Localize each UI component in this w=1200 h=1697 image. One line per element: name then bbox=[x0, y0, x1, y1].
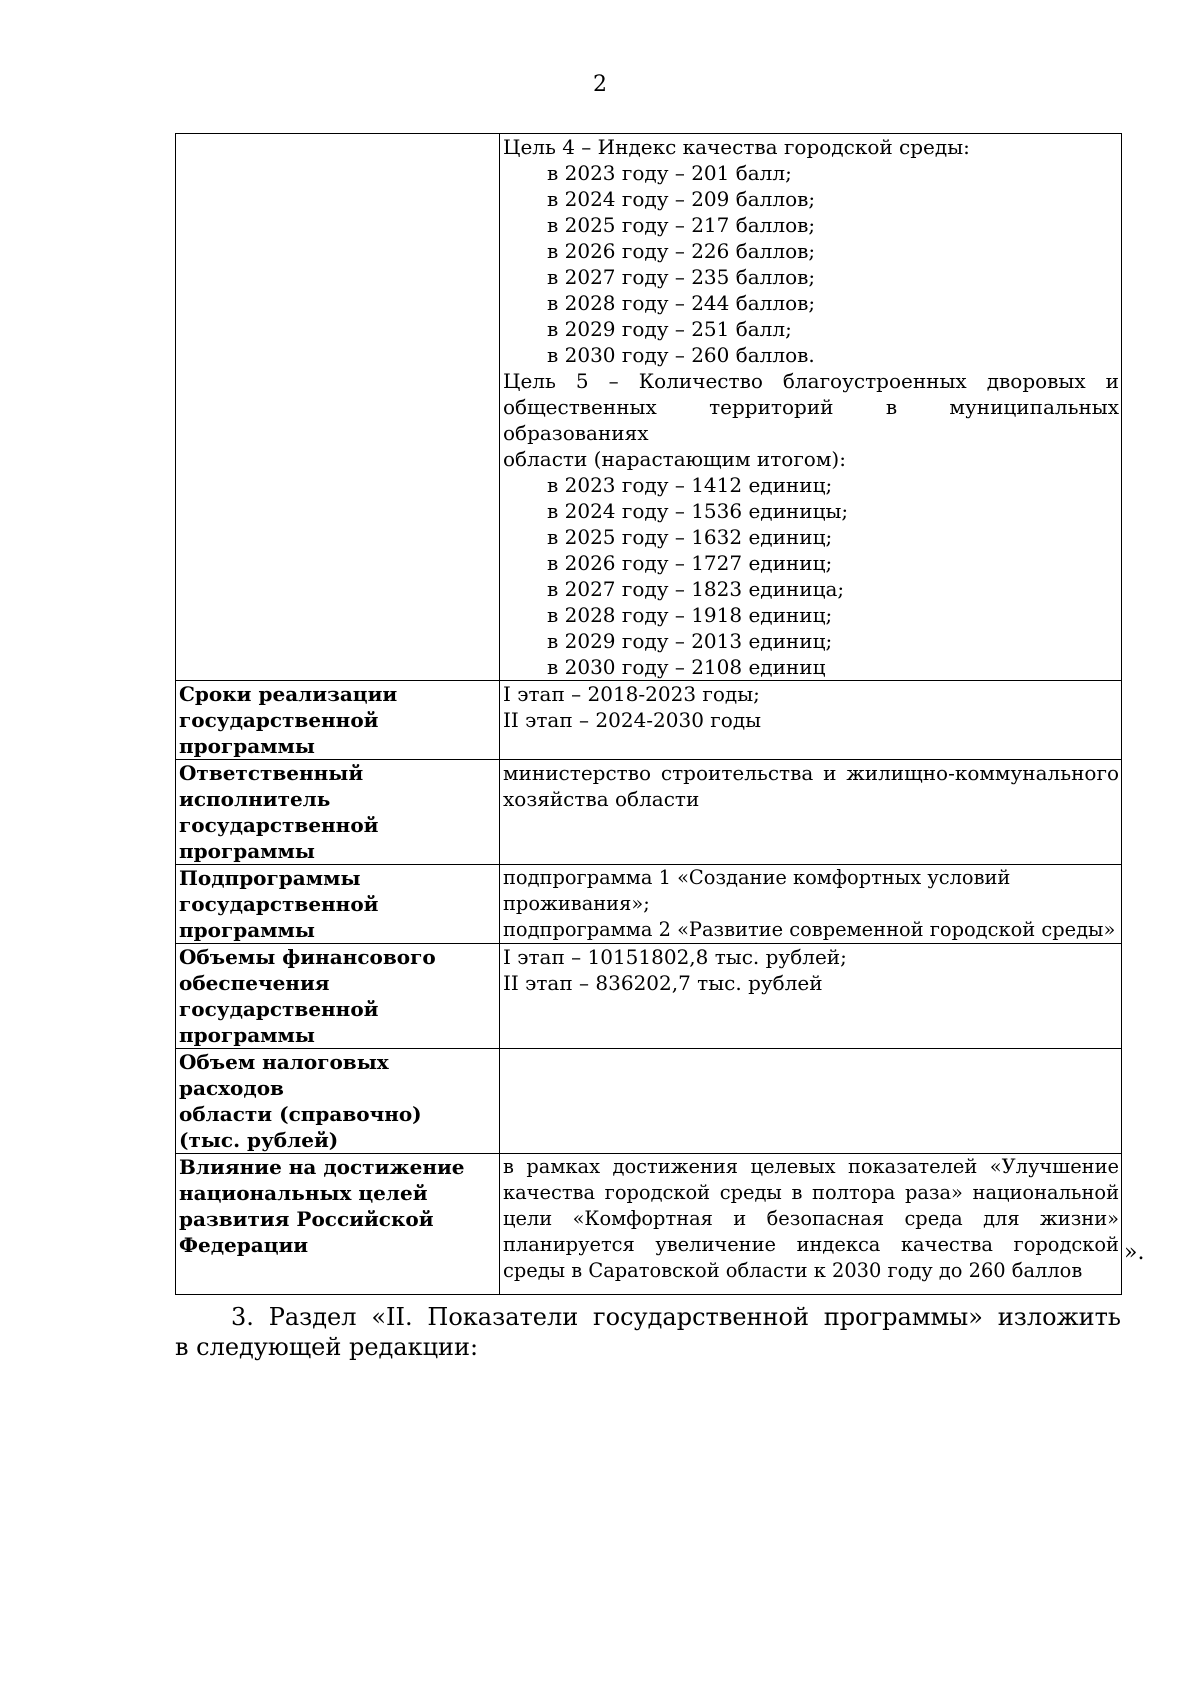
goal4-value: в 2027 году – 235 баллов; bbox=[547, 265, 816, 289]
value-cell bbox=[500, 944, 1122, 1049]
goal4-heading: Цель 4 – Индекс качества городской среды: bbox=[503, 135, 970, 159]
label-cell bbox=[176, 1154, 500, 1295]
value-cell bbox=[500, 760, 1122, 865]
row-value-line: II этап – 2024-2030 годы bbox=[503, 708, 762, 732]
goal5-value: в 2028 году – 1918 единиц; bbox=[547, 603, 833, 627]
label-cell bbox=[176, 1049, 500, 1154]
goal5-heading-line: Цель 5 – Количество благоустроенных дворовых и bbox=[503, 369, 1119, 393]
value-cell bbox=[500, 865, 1122, 944]
row-label-line: исполнитель bbox=[179, 787, 331, 811]
table-row-tax-expenditures bbox=[176, 1049, 1122, 1154]
row-label-line: государственной bbox=[179, 892, 379, 916]
row-value-line: качества городской среды в полтора раза» национальной bbox=[503, 1181, 1119, 1204]
label-cell bbox=[176, 760, 500, 865]
goal5-value: в 2027 году – 1823 единица; bbox=[547, 577, 845, 601]
row-value-line: в рамках достижения целевых показателей «Улучшение bbox=[503, 1155, 1119, 1178]
goal5-value: в 2024 году – 1536 единицы; bbox=[547, 499, 849, 523]
row-value-line: подпрограмма 2 «Развитие современной городской среды» bbox=[503, 918, 1116, 941]
row-label-line: Подпрограммы bbox=[179, 866, 361, 890]
goal5-value: в 2030 году – 2108 единиц bbox=[547, 655, 826, 679]
label-cell-empty bbox=[176, 134, 500, 681]
label-cell bbox=[176, 681, 500, 760]
value-cell bbox=[500, 1154, 1122, 1295]
row-label-line: национальных целей bbox=[179, 1181, 428, 1205]
table-row-national-goals bbox=[176, 1154, 1122, 1295]
row-label-line: Объем налоговых расходов bbox=[179, 1050, 389, 1100]
row-value-line: I этап – 2018-2023 годы; bbox=[503, 682, 760, 706]
row-value-line: планируется увеличение индекса качества городской bbox=[503, 1233, 1119, 1256]
goal5-value: в 2023 году – 1412 единиц; bbox=[547, 473, 833, 497]
goal5-value: в 2029 году – 2013 единиц; bbox=[547, 629, 833, 653]
closing-quote: ». bbox=[1124, 1240, 1145, 1265]
goal5-value: в 2025 году – 1632 единиц; bbox=[547, 525, 833, 549]
row-label-line: программы bbox=[179, 918, 315, 942]
goals-cell bbox=[500, 134, 1122, 681]
value-cell bbox=[500, 681, 1122, 760]
row-label-line: области (справочно) bbox=[179, 1102, 422, 1126]
goal4-value: в 2029 году – 251 балл; bbox=[547, 317, 792, 341]
table-row-subprograms bbox=[176, 865, 1122, 944]
row-label-line: Ответственный bbox=[179, 761, 364, 785]
table-row-funding bbox=[176, 944, 1122, 1049]
row-label-line: государственной bbox=[179, 813, 379, 837]
row-label-line: Влияние на достижение bbox=[179, 1155, 465, 1179]
row-value-line: министерство строительства и жилищно-коммунального bbox=[503, 761, 1119, 785]
table-row-goals bbox=[176, 134, 1122, 681]
goal4-value: в 2030 году – 260 баллов. bbox=[547, 343, 815, 367]
goal4-value: в 2025 году – 217 баллов; bbox=[547, 213, 816, 237]
row-label-line: (тыс. рублей) bbox=[179, 1128, 339, 1152]
page-number: 2 bbox=[593, 72, 607, 97]
paragraph-line: в следующей редакции: bbox=[175, 1333, 479, 1361]
row-label-line: обеспечения bbox=[179, 971, 330, 995]
row-label-line: программы bbox=[179, 734, 315, 758]
row-value-line: хозяйства области bbox=[503, 787, 700, 811]
program-passport-table bbox=[175, 133, 1122, 1295]
section-paragraph bbox=[175, 1302, 1121, 1362]
goal4-value: в 2024 году – 209 баллов; bbox=[547, 187, 816, 211]
goal4-value: в 2023 году – 201 балл; bbox=[547, 161, 792, 185]
row-value-line: подпрограмма 1 «Создание комфортных условий проживания»; bbox=[503, 866, 1011, 915]
row-value-line: цели «Комфортная и безопасная среда для жизни» bbox=[503, 1207, 1119, 1230]
goal5-heading-line: общественных территорий в муниципальных образованиях bbox=[503, 395, 1119, 445]
row-value-line: I этап – 10151802,8 тыс. рублей; bbox=[503, 945, 847, 969]
label-cell bbox=[176, 944, 500, 1049]
row-value-line: II этап – 836202,7 тыс. рублей bbox=[503, 971, 823, 995]
label-cell bbox=[176, 865, 500, 944]
paragraph-line: 3. Раздел «II. Показатели государственной программы» изложить bbox=[231, 1303, 1121, 1331]
table-row-responsible bbox=[176, 760, 1122, 865]
row-label-line: государственной bbox=[179, 997, 379, 1021]
value-cell-empty bbox=[500, 1049, 1122, 1154]
goal4-value: в 2026 году – 226 баллов; bbox=[547, 239, 816, 263]
goal5-heading-line: области (нарастающим итогом): bbox=[503, 447, 846, 471]
goal4-value: в 2028 году – 244 баллов; bbox=[547, 291, 816, 315]
row-label-line: Объемы финансового bbox=[179, 945, 436, 969]
row-label-line: программы bbox=[179, 839, 315, 863]
row-label-line: государственной bbox=[179, 708, 379, 732]
table-row-timeline bbox=[176, 681, 1122, 760]
row-label-line: развития Российской bbox=[179, 1207, 434, 1231]
row-label-line: Сроки реализации bbox=[179, 682, 398, 706]
row-label-line: Федерации bbox=[179, 1233, 309, 1257]
goal5-value: в 2026 году – 1727 единиц; bbox=[547, 551, 833, 575]
row-label-line: программы bbox=[179, 1023, 315, 1047]
row-value-line: среды в Саратовской области к 2030 году до 260 баллов bbox=[503, 1259, 1083, 1282]
